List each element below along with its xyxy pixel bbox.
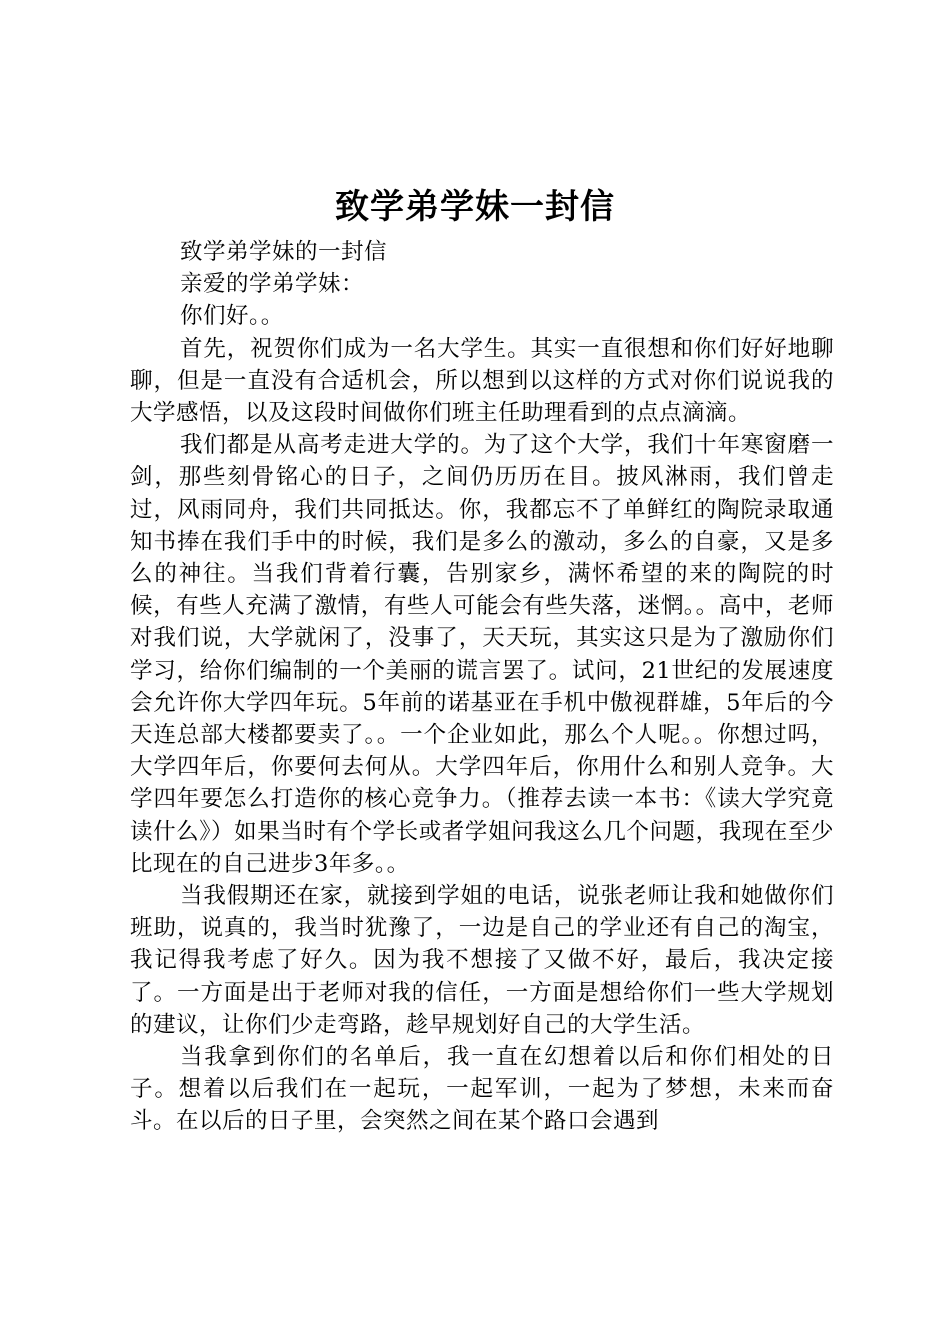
document-body: [130, 236, 834, 1138]
paragraph-intro: 首先，祝贺你们成为一名大学生。其实一直很想和你们好好地聊聊，但是一直没有合适机会，所以想到以这样的方式对你们说说我的大学感悟，以及这段时间做你们班主任助理看到的点点滴滴。: [130, 335, 834, 427]
paragraph-hello: 你们好。。: [180, 303, 284, 330]
paragraph-roster: 当我拿到你们的名单后，我一直在幻想着以后和你们相处的日子。想着以后我们在一起玩，一起军训，一起为了梦想，未来而奋斗。在以后的日子里，会突然之间在某个路口会遇到: [130, 1044, 834, 1135]
paragraph-greeting: 亲爱的学弟学妹：: [180, 271, 365, 298]
paragraph-class-assistant: 当我假期还在家，就接到学姐的电话，说张老师让我和她做你们班助，说真的，我当时犹豫了，一边是自己的学业还有自己的淘宝，我记得我考虑了好久。因为我不想接了又做不好，最后，我决定接了。一方面是出于老师对我的信任，一方面是想给你们一些大学规划的建议，让你们少走弯路，趁早规划好自己的大学生活。: [130, 883, 834, 1038]
document-title: 致学弟学妹一封信: [335, 187, 615, 227]
paragraph-college-entry: 我们都是从高考走进大学的。为了这个大学，我们十年寒窗磨一剑，那些刻骨铭心的日子，之间仍历历在目。披风淋雨，我们曾走过，风雨同舟，我们共同抵达。你，我都忘不了单鲜红的陶院录取通知书捧在我们手中的时候，我们是多么的激动，多么的自豪，又是多么的神往。当我们背着行囊，告别家乡，满怀希望的来的陶院的时候，有些人充满了激情，有些人可能会有些失落，迷惘。。高中，老师对我们说，大学就闲了，没事了，天天玩，其实这只是为了激励你们学习，给你们编制的一个美丽的谎言罢了。试问，21世纪的发展速度会允许你大学四年玩。5年前的诺基亚在手机中傲视群雄，5年后的今天连总部大楼都要卖了。。一个企业如此，那么个人呢。。你想过吗，大学四年后，你要何去何从。大学四年后，你用什么和别人竞争。大学四年要怎么打造你的核心竞争力。（推荐去读一本书：《读大学究竟读什么》）如果当时有个学长或者学姐问我这么几个问题，我现在至少比现在的自己进步3年多。。: [130, 432, 834, 877]
paragraph-salutation-heading: 致学弟学妹的一封信: [180, 239, 388, 265]
